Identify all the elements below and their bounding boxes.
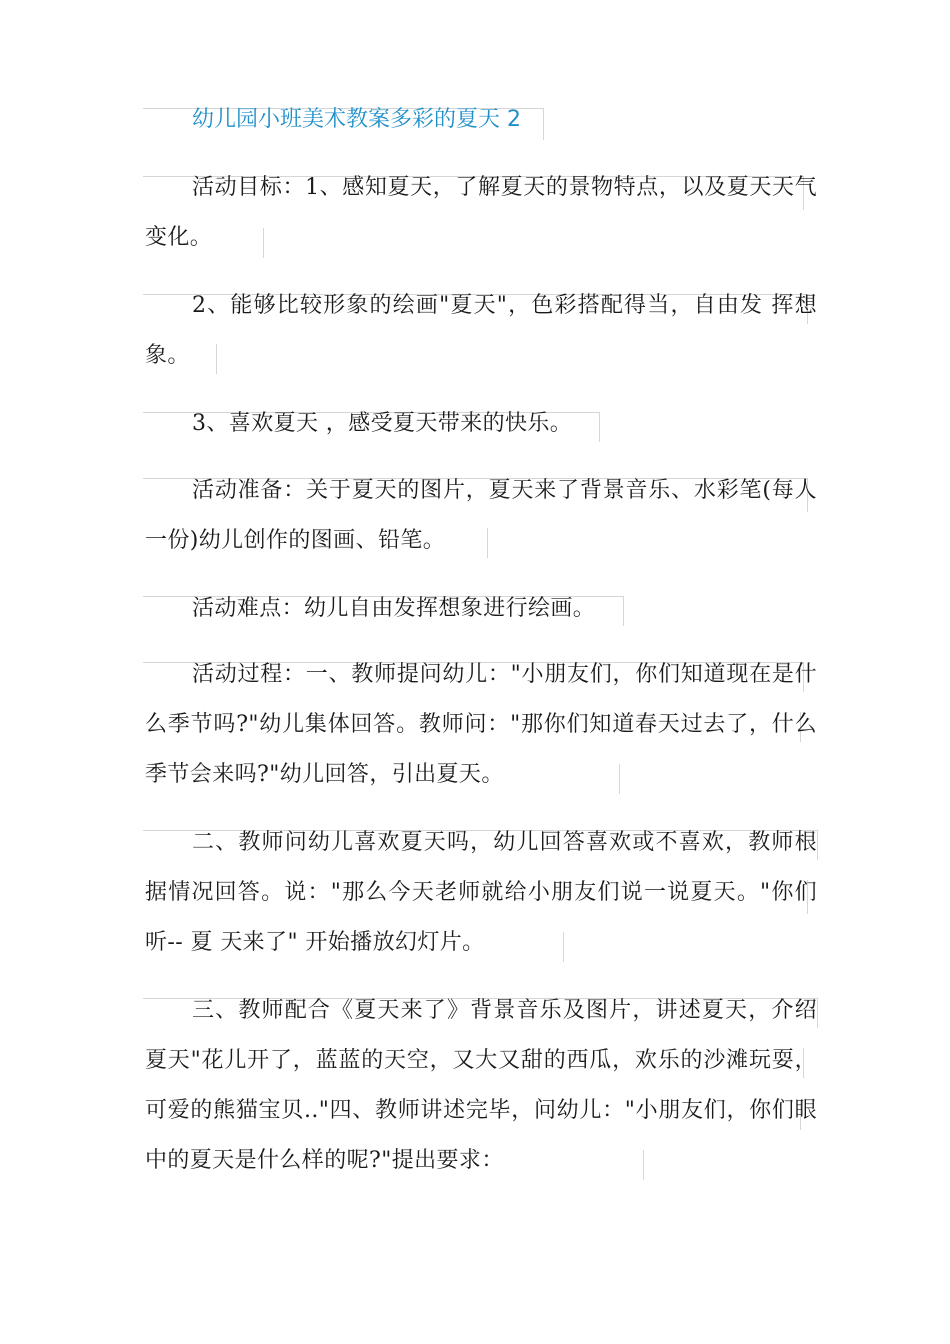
paragraph-goal-3: 3、喜欢夏天 ，感受夏天带来的快乐。 [192, 411, 573, 436]
paragraph-process-1: 活动过程：一、教师提问幼儿："小朋友们，你们知道现在是什么季节吗?"幼儿集体回答。教师问："那你们知道春天过去了，什么季节会来吗?"幼儿回答，引出夏天。 [145, 662, 817, 787]
guide-line [543, 108, 544, 140]
guide-line [817, 998, 818, 1028]
document-title: 幼儿园小班美术教案多彩的夏天 2 [192, 107, 521, 132]
paragraph-process-3: 三、教师配合《夏天来了》背景音乐及图片，讲述夏天，介绍夏天"花儿开了，蓝蓝的天空，又大又甜的西瓜，欢乐的沙滩玩耍，可爱的熊猫宝贝.."四、教师讲述完毕，问幼儿："小朋友们，你们眼中的夏天是什么样的呢?"提出要求： [145, 998, 817, 1173]
paragraph-process-2: 二、教师问幼儿喜欢夏天吗，幼儿回答喜欢或不喜欢，教师根据情况回答。说："那么今天老师就给小朋友们说一说夏天。"你们听-- 夏 天来了" 开始播放幻灯片。 [145, 830, 817, 955]
paragraph-preparation: 活动准备：关于夏天的图片，夏天来了背景音乐、水彩笔(每人一份)幼儿创作的图画、铅笔。 [145, 478, 817, 553]
paragraph-goal-2: 2、能够比较形象的绘画"夏天"，色彩搭配得当，自由发 挥想象。 [145, 293, 817, 368]
paragraph-difficulty: 活动难点：幼儿自由发挥想象进行绘画。 [192, 596, 596, 621]
guide-line [817, 830, 818, 860]
paragraph-goal-1: 活动目标：1、感知夏天，了解夏天的景物特点，以及夏天天气变化。 [145, 175, 817, 250]
